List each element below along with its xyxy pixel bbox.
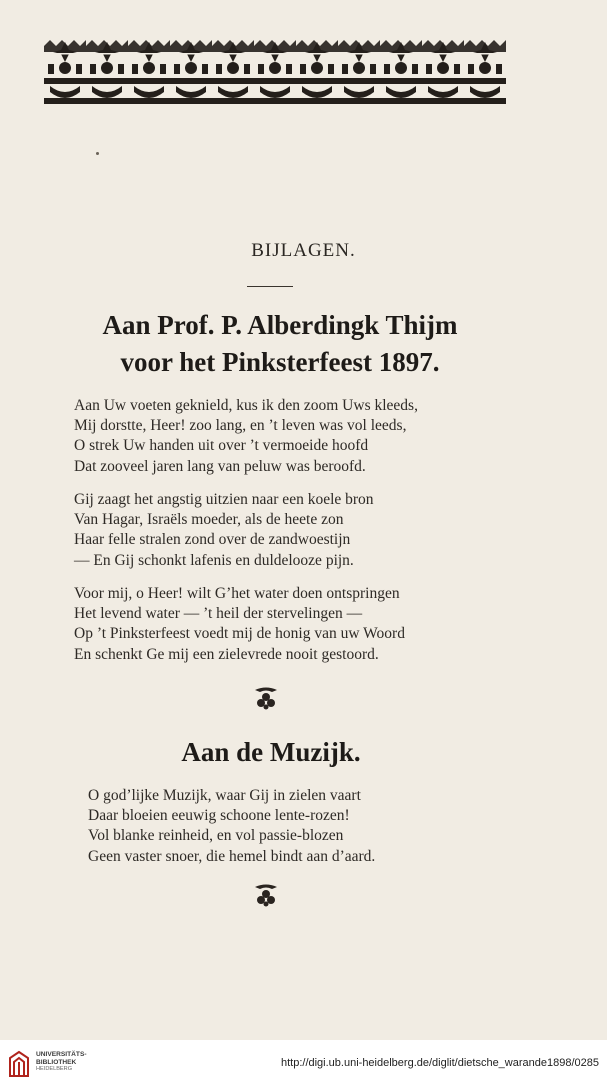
verse-line: Dat zooveel jaren lang van peluw was beroofd.	[74, 457, 366, 475]
verse-line: Het levend water — ’t heil der stervelingen —	[74, 605, 363, 623]
verse-line: Mij dorstte, Heer! zoo lang, en ’t leven was vol leeds,	[74, 417, 407, 435]
decorative-border-ornament	[44, 40, 506, 104]
verse-line: O strek Uw handen uit over ’t vermoeide hoofd	[74, 437, 369, 455]
verse-line: Gij zaagt het angstig uitzien naar een koele bron	[74, 491, 374, 508]
verse-line: Geen vaster snoer, die hemel bindt aan d’aard.	[88, 847, 376, 865]
poem2-stanza-1	[88, 786, 375, 867]
verse-line: Van Hagar, Israëls moeder, als de heete zon	[74, 511, 344, 529]
ink-speck	[96, 152, 99, 155]
source-url-link[interactable]: http://digi.ub.uni-heidelberg.de/diglit/dietsche_warande1898/0285	[280, 1057, 599, 1069]
poem1-stanza-3	[74, 584, 405, 665]
verse-line: Daar bloeien eeuwig schoone lente-rozen!	[88, 807, 350, 825]
section-heading: BIJLAGEN.	[251, 240, 356, 261]
poem1-stanza-1	[74, 396, 418, 477]
fleuron-icon	[253, 883, 279, 907]
library-logo-icon	[8, 1050, 30, 1078]
verse-line: O god’lijke Muzijk, waar Gij in zielen vaart	[88, 787, 361, 804]
institution-line: HEIDELBERG	[36, 1066, 73, 1073]
footer-bar	[0, 1040, 607, 1088]
verse-line: Vol blanke reinheid, en vol passie-blozen	[88, 827, 344, 845]
poem1-title-line1: Aan Prof. P. Alberdingk Thijm	[102, 310, 458, 340]
verse-line: Op ’t Pinksterfeest voedt mij de honig van uw Woord	[74, 625, 405, 643]
poem1-stanza-2	[74, 490, 374, 571]
poem2-title: Aan de Muzijk.	[181, 737, 361, 767]
fleuron-icon	[253, 686, 279, 710]
institution-line: UNIVERSITÄTS-	[36, 1051, 87, 1058]
heading-rule	[247, 286, 293, 287]
verse-line: Haar felle stralen zond over de zandwoestijn	[74, 531, 351, 549]
verse-line: Aan Uw voeten geknield, kus ik den zoom Uws kleeds,	[74, 397, 418, 414]
poem1-title-line2: voor het Pinksterfeest 1897.	[120, 347, 440, 377]
institution-line: BIBLIOTHEK	[36, 1058, 77, 1066]
institution-name	[36, 1051, 87, 1074]
verse-line: Voor mij, o Heer! wilt G’het water doen ontspringen	[74, 585, 400, 602]
verse-line: En schenkt Ge mij een zielevrede nooit gestoord.	[74, 645, 379, 663]
verse-line: — En Gij schonkt lafenis en duldelooze pijn.	[74, 551, 354, 569]
